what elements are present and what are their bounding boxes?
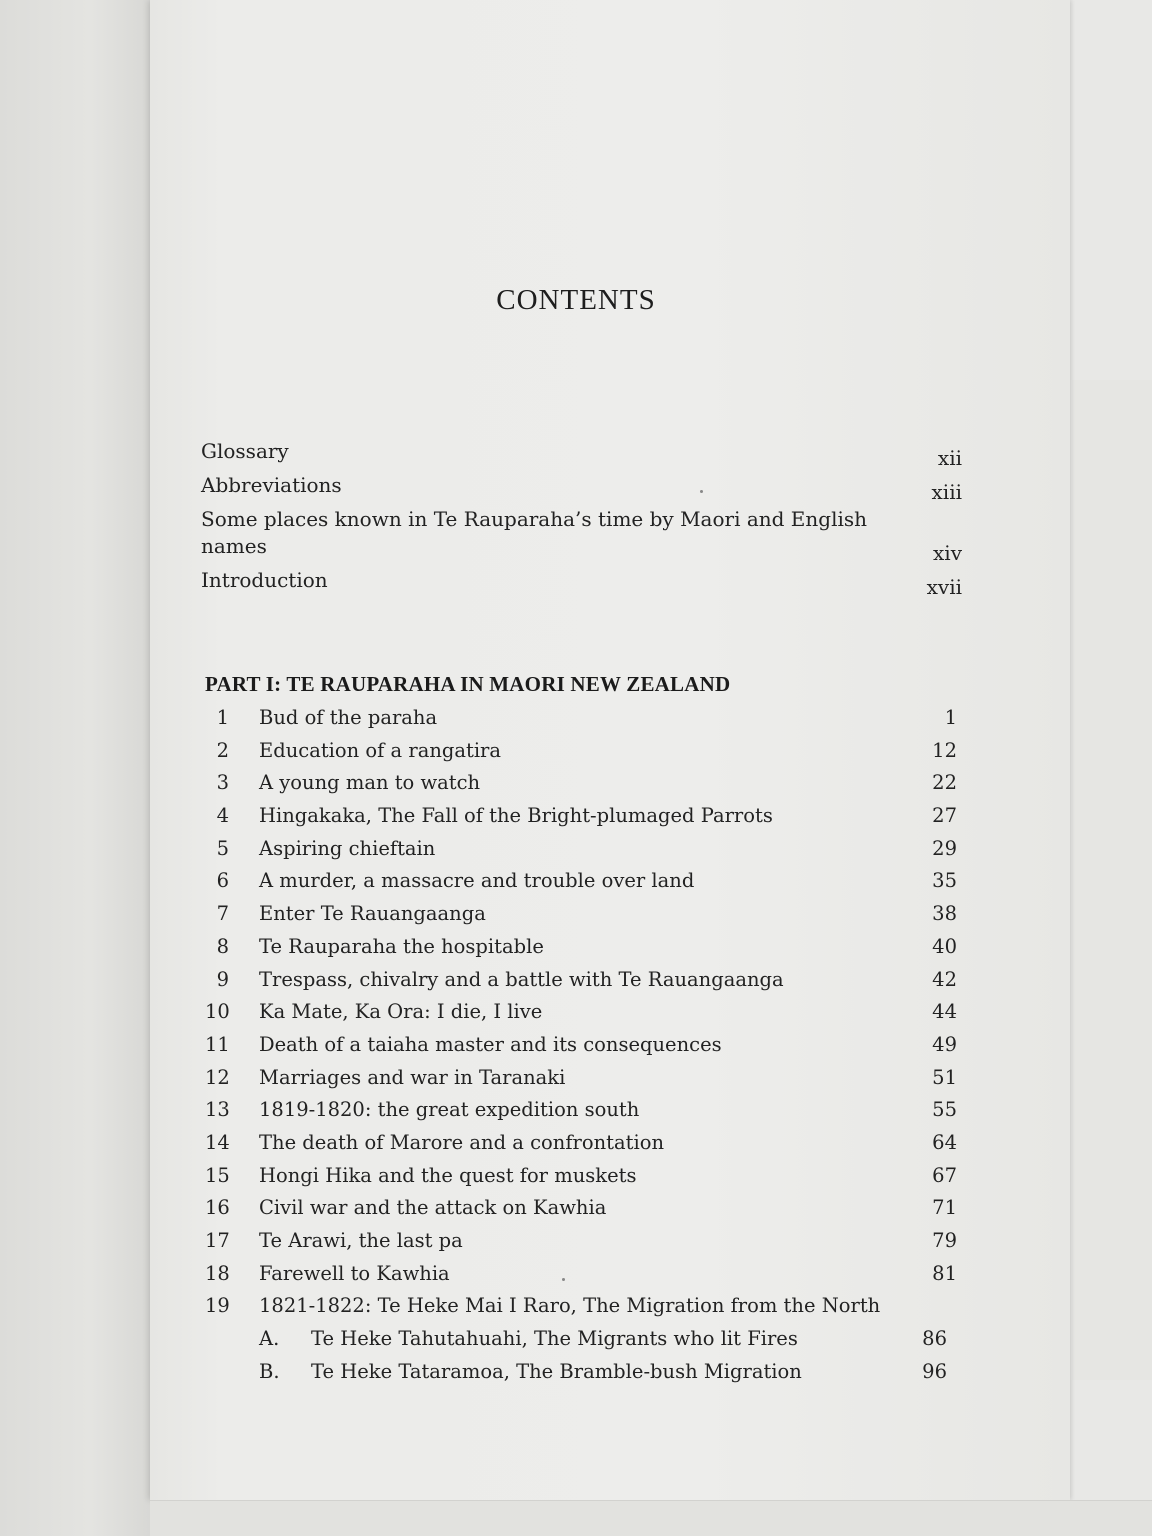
underlying-page [0,0,150,1536]
chapter-page: 27 [932,804,957,828]
adjacent-page [1072,380,1152,1380]
chapter-page: 79 [932,1229,957,1252]
chapter-number: 7 [216,902,229,926]
chapter-number: 10 [205,1000,230,1024]
chapter-title: Bud of the paraha [259,706,438,729]
chapter-title: A young man to watch [259,771,481,795]
chapter-page: 51 [932,1065,957,1089]
paper-speck [700,490,703,493]
chapter-title: Hongi Hika and the quest for muskets [259,1163,637,1187]
chapter-title: Death of a taiaha master and its consequences [259,1032,722,1056]
chapter-title: Trespass, chivalry and a battle with Te Rauangaanga [259,967,784,991]
chapter-page: 64 [932,1130,957,1154]
toc-entry-label: Introduction [201,568,328,592]
chapter-list [205,703,957,1389]
chapter-page: 67 [932,1163,957,1187]
chapter-page: 29 [932,836,957,860]
chapter-row [205,1259,957,1292]
chapter-number: 19 [205,1294,230,1318]
toc-entry-label: Glossary [201,439,289,463]
toc-entry-page: xiv [933,541,962,565]
chapter-row [205,1161,957,1194]
chapter-row [205,1095,957,1128]
chapter-page: 49 [932,1032,957,1056]
page-edge-bottom [150,1500,1152,1536]
chapter-number: 2 [216,738,229,762]
toc-entry-page: xii [937,446,962,470]
paper-speck [562,1278,565,1281]
subentry-title: Te Heke Tahutahuahi, The Migrants who lit Fires [311,1327,798,1351]
toc-entry-page: xvii [926,575,962,599]
subentry-row [205,1357,957,1390]
chapter-row [205,834,957,867]
subentry-letter: A. [259,1327,280,1351]
chapter-row [205,736,957,769]
chapter-row [205,801,957,834]
chapter-number: 6 [216,869,229,893]
chapter-number: 18 [205,1261,230,1285]
chapter-row [205,1291,957,1324]
chapter-row [205,1193,957,1226]
chapter-title: Enter Te Rauangaanga [259,902,486,926]
chapter-number: 14 [205,1130,230,1154]
chapter-number: 4 [216,804,229,828]
chapter-number: 9 [216,967,229,991]
chapter-title: Aspiring chieftain [259,836,436,860]
chapter-page: 44 [932,1000,957,1024]
chapter-number: 11 [205,1032,230,1056]
chapter-row [205,899,957,932]
chapter-page: 55 [932,1098,957,1122]
chapter-title: Civil war and the attack on Kawhia [259,1196,607,1220]
subentry-letter: B. [259,1359,280,1383]
chapter-page: 38 [932,902,957,926]
chapter-page: 1 [944,706,957,729]
chapter-row [205,965,957,998]
chapter-title: Farewell to Kawhia [259,1261,450,1285]
chapter-number: 17 [205,1229,230,1252]
chapter-number: 3 [216,771,229,795]
chapter-title: Te Arawi, the last pa [259,1229,463,1252]
chapter-title: 1819-1820: the great expedition south [259,1098,640,1122]
chapter-page: 40 [932,934,957,958]
chapter-page: 81 [932,1261,957,1285]
part-heading: PART I: TE RAUPARAHA IN MAORI NEW ZEALAND [205,672,731,696]
chapter-row [205,1226,957,1259]
toc-entry-introduction [201,567,966,601]
chapter-row [205,1030,957,1063]
chapter-number: 12 [205,1065,230,1089]
chapter-title: 1821-1822: Te Heke Mai I Raro, The Migration from the North [259,1294,881,1318]
toc-entry-glossary [201,438,966,472]
chapter-page: 22 [932,771,957,795]
toc-entry-label: Abbreviations [201,473,342,497]
chapter-row [205,768,957,801]
chapter-page: 42 [932,967,957,991]
chapter-number: 15 [205,1163,230,1187]
toc-entry-abbreviations [201,472,966,506]
chapter-page: 71 [932,1196,957,1220]
subentry-page: 96 [922,1359,947,1383]
subentry-row [205,1324,957,1357]
chapter-row [205,932,957,965]
subentry-page: 86 [922,1327,947,1351]
chapter-title: Te Rauparaha the hospitable [259,934,544,958]
chapter-number: 8 [216,934,229,958]
toc-entry-page: xiii [931,480,962,504]
chapter-title: A murder, a massacre and trouble over land [259,869,695,893]
toc-entry-label: Some places known in Te Rauparaha’s time by Maori and English names [201,507,868,558]
chapter-row [205,997,957,1030]
chapter-number: 5 [216,836,229,860]
page-title: CONTENTS [496,284,656,316]
toc-entry-places [201,506,966,567]
chapter-title: Education of a rangatira [259,738,502,762]
chapter-row [205,1063,957,1096]
chapter-number: 13 [205,1098,230,1122]
chapter-title: Hingakaka, The Fall of the Bright-plumaged Parrots [259,804,773,828]
front-matter-list [201,438,966,601]
subentry-title: Te Heke Tataramoa, The Bramble-bush Migration [311,1359,802,1383]
chapter-row [205,703,957,736]
chapter-page: 35 [932,869,957,893]
chapter-title: Marriages and war in Taranaki [259,1065,566,1089]
chapter-row [205,1128,957,1161]
chapter-row [205,866,957,899]
chapter-page: 12 [932,738,957,762]
chapter-title: The death of Marore and a confrontation [259,1130,664,1154]
chapter-number: 1 [216,706,229,729]
chapter-number: 16 [205,1196,230,1220]
chapter-title: Ka Mate, Ka Ora: I die, I live [259,1000,543,1024]
